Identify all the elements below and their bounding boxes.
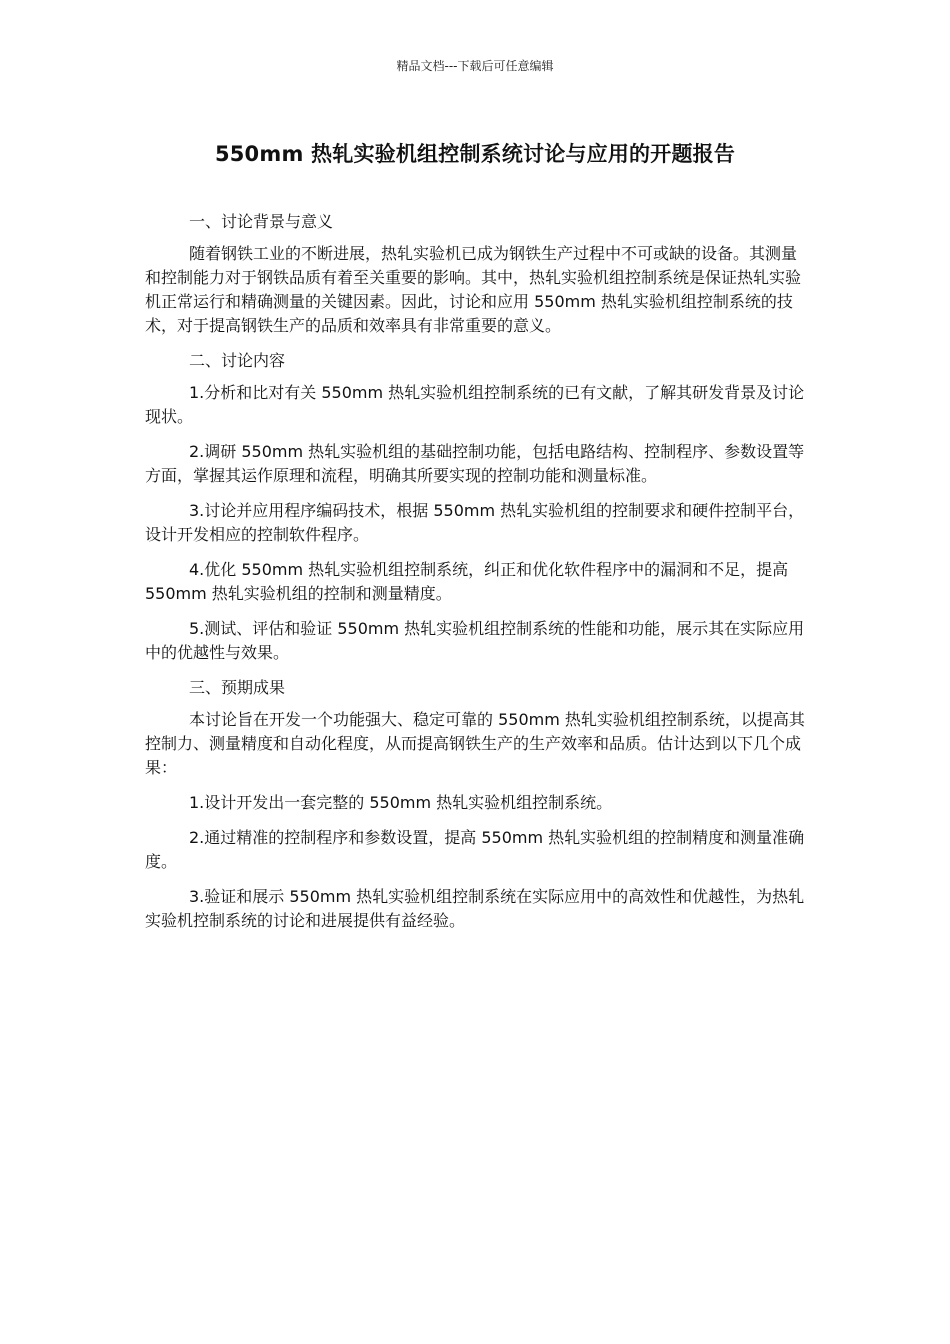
paragraph-background: 随着钢铁工业的不断进展，热轧实验机已成为钢铁生产过程中不可或缺的设备。其测量和控制能力对于钢铁品质有着至关重要的影响。其中，热轧实验机组控制系统是保证热轧实验机正常运行和精确测量的关键因素。因此，讨论和应用 550mm 热轧实验机组控制系统的技术，对于提高钢铁生产的品质和效率具有非常重要的意义。 [145, 244, 802, 335]
list-item-content-4: 4.优化 550mm 热轧实验机组控制系统，纠正和优化软件程序中的漏洞和不足，提高 550mm 热轧实验机组的控制和测量精度。 [145, 560, 789, 603]
section-heading-outcomes: 三、预期成果 [189, 678, 286, 697]
list-item-outcome-1: 1.设计开发出一套完整的 550mm 热轧实验机组控制系统。 [189, 793, 613, 812]
list-item-content-5: 5.测试、评估和验证 550mm 热轧实验机组控制系统的性能和功能，展示其在实际应用中的优越性与效果。 [145, 619, 805, 662]
list-item-content-1: 1.分析和比对有关 550mm 热轧实验机组控制系统的已有文献，了解其研发背景及讨论现状。 [145, 383, 805, 426]
list-item-content-2: 2.调研 550mm 热轧实验机组的基础控制功能，包括电路结构、控制程序、参数设置等方面，掌握其运作原理和流程，明确其所要实现的控制功能和测量标准。 [145, 442, 805, 485]
list-item-outcome-3: 3.验证和展示 550mm 热轧实验机组控制系统在实际应用中的高效性和优越性，为热轧实验机控制系统的讨论和进展提供有益经验。 [145, 887, 805, 930]
paragraph-outcomes-intro: 本讨论旨在开发一个功能强大、稳定可靠的 550mm 热轧实验机组控制系统，以提高其控制力、测量精度和自动化程度，从而提高钢铁生产的生产效率和品质。估计达到以下几个成果： [145, 710, 805, 777]
list-item-outcome-2: 2.通过精准的控制程序和参数设置，提高 550mm 热轧实验机组的控制精度和测量准确度。 [145, 828, 805, 871]
header-note: 精品文档---下载后可任意编辑 [396, 59, 554, 73]
section-heading-background: 一、讨论背景与意义 [189, 212, 334, 231]
section-heading-content: 二、讨论内容 [189, 351, 286, 370]
document-body [145, 210, 805, 944]
document-title: 550mm 热轧实验机组控制系统讨论与应用的开题报告 [214, 142, 736, 166]
list-item-content-3: 3.讨论并应用程序编码技术，根据 550mm 热轧实验机组的控制要求和硬件控制平台，设计开发相应的控制软件程序。 [145, 501, 805, 544]
